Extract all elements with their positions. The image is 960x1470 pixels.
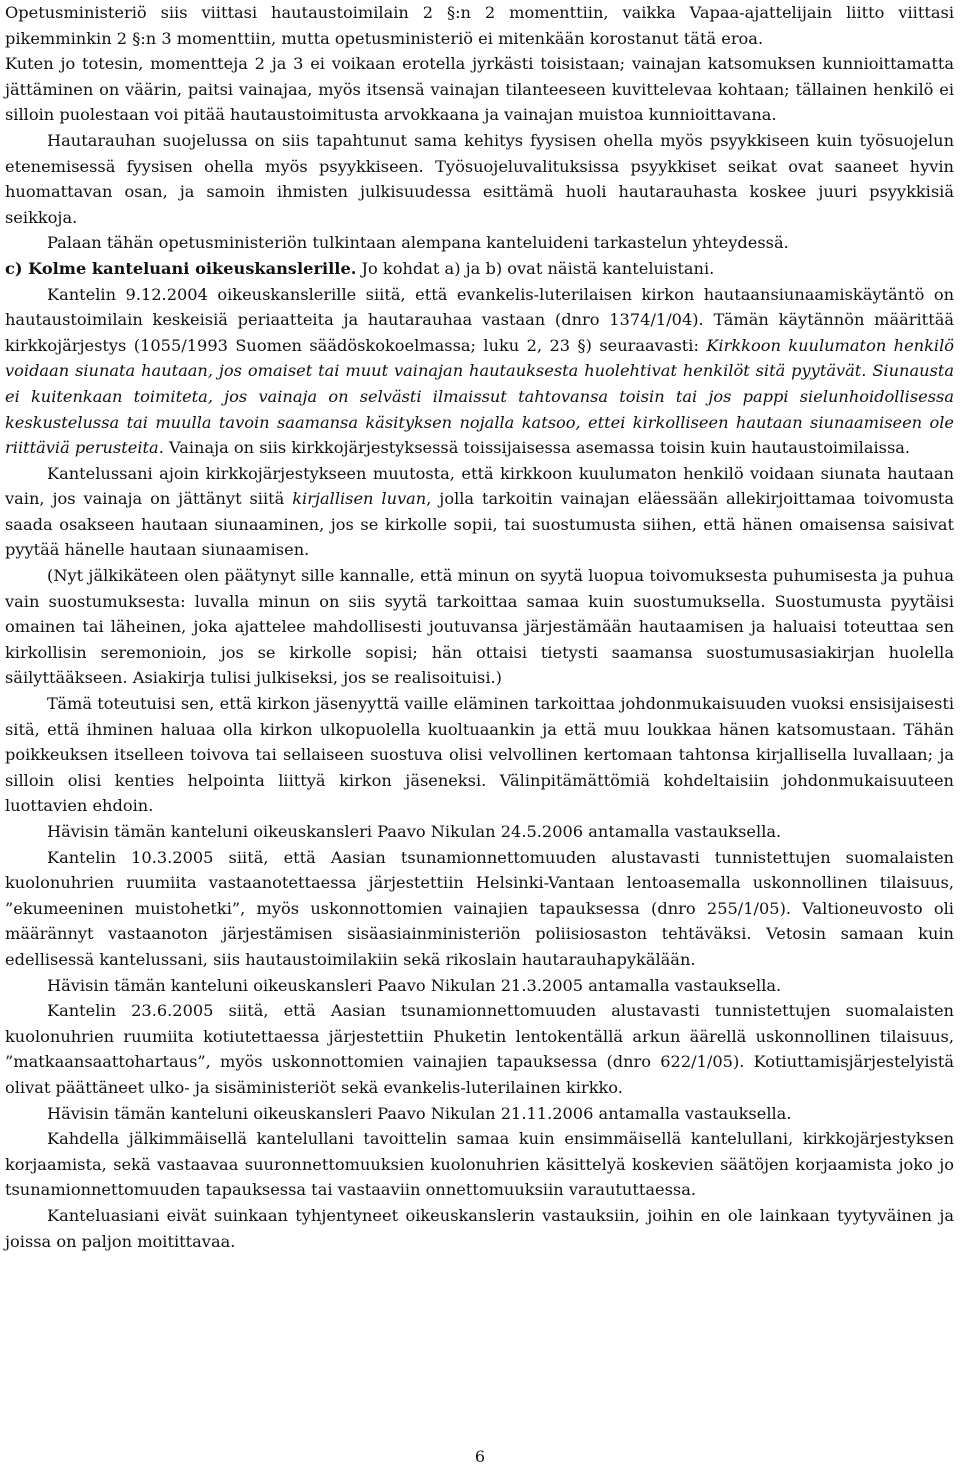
paragraph-6-text-a: Kantelin 9.12.2004 oikeuskanslerille siitä, että evankelis-luterilaisen kirkon hautaansiunaamiskäytäntö on hautaustoimilain keskeisiä periaatteita ja hautarauhaa vastaan (dnro 1374/1/04). Tämän käytännön määrittää kirkkojärjestys (1055/1993 Suomen säädöskokoelmassa; luku 2, 23 §) seuraavasti: [5, 284, 954, 355]
page-number: 6 [474, 1447, 486, 1466]
paragraph-3: Hautarauhan suojelussa on siis tapahtunut sama kehitys fyysisen ohella myös psyykkiseen kuin työsuojelun etenemisessä fyysisen ohella myös psyykkiseen. Työsuojeluvalituksissa psyykkiset seikat ovat saaneet hyvin huomattavan osan, ja samoin ihmisten julkisuudessa esittämä huoli hautarauhasta koskee juuri psyykkisiä seikkoja. [5, 130, 954, 227]
paragraph-8: (Nyt jälkikäteen olen päätynyt sille kannalle, että minun on syytä luopua toivomuksesta puhumisesta ja puhua vain suostumuksesta: luvalla minun on siis syytä tarkoittaa samaa kuin suostumuksella. Suostumusta pyytäisi omainen tai läheinen, joka ajattelee mahdollisesti joutuvansa järjestämään hautaamisen ja haluaisi toteuttaa sen kirkollisin seremonioin, jos se kirkolle sopisi; hän ottaisi tietysti saamansa suostumusasiakirjan huolella säilyttääkseen. Asiakirja tulisi julkiseksi, jos se realisoituisi.) [5, 566, 954, 688]
paragraph-2: Kuten jo totesin, momentteja 2 ja 3 ei voikaan erotella jyrkästi toisistaan; vainajan katsomuksen kunnioittamatta jättäminen on väärin, paitsi vainajaa, myös itsensä vainajan tilanteeseen kuvittelevaa kohtaan; tällainen henkilö ei silloin puolestaan voi pitää hautaustoimitusta arvokkaana ja vainajan muistoa kunnioittavana. [5, 54, 954, 125]
section-heading-paragraph [5, 256, 954, 282]
kirkkojarjestys-quote: Kirkkoon kuulumaton henkilö voidaan siunata hautaan, jos omaiset tai muut vainajan hautauksesta huolehtivat henkilöt sitä pyytävät. Siunausta ei kuitenkaan toimiteta, jos vainaja on selvästi ilmaissut tahtovansa toisin tai jos pappi sielunhoidollisessa keskustelussa tai muulla tavoin saamansa käsityksen nojalla katsoo, ettei kirkolliseen hautaan siunaamiseen ole riittäviä perusteita. [5, 335, 954, 458]
paragraph-1: Opetusministeriö siis viittasi hautaustoimilain 2 §:n 2 momenttiin, vaikka Vapaa-ajattelijain liitto viittasi pikemminkin 2 §:n 3 momenttiin, mutta opetusministeriö ei mitenkään korostanut tätä eroa. [5, 3, 954, 48]
paragraph-6-text-b: Vainaja on siis kirkkojärjestyksessä toissijaisessa asemassa toisin kuin hautaustoimilaissa. [163, 438, 911, 458]
paragraph-7-text-b: , jolla tarkoitin vainajan eläessään allekirjoittamaa toivomusta saada osakseen hautaan siunaaminen, jos se kirkolle sopii, tai suostumusta siihen, että hänen omaisensa saisivat pyytää hänelle hautaan siunaamisen. [5, 489, 954, 560]
paragraph-7-text-a: Kantelussani ajoin kirkkojärjestykseen muutosta, että kirkkoon kuulumaton henkilö voidaan siunata hautaan vain, jos vainaja on jättänyt siitä [5, 463, 954, 509]
paragraph-16: Kanteluasiani eivät suinkaan tyhjentyneet oikeuskanslerin vastauksiin, joihin en ole lainkaan tyytyväinen ja joissa on paljon moitittavaa. [5, 1205, 954, 1251]
paragraph-7 [5, 461, 954, 563]
paragraph-12: Hävisin tämän kanteluni oikeuskansleri Paavo Nikulan 21.3.2005 antamalla vastauksella. [47, 975, 782, 995]
paragraph-14: Hävisin tämän kanteluni oikeuskansleri Paavo Nikulan 21.11.2006 antamalla vastauksella. [47, 1103, 792, 1123]
paragraph-13: Kantelin 23.6.2005 siitä, että Aasian tsunamionnettomuuden alustavasti tunnistettujen suomalaisten kuolonuhrien ruumiita kotiutettaessa järjestettiin Phuketin lentokentällä arkun äärellä uskonnollinen tilaisuus, ”matkaansaattohartaus”, myös uskonnottomien vainajien tapauksessa (dnro 622/1/05). Kotiuttamisjärjestelyistä olivat päättäneet ulko- ja sisäministeriöt sekä evankelis-luterilainen kirkko. [5, 1001, 954, 1097]
section-heading-rest: Jo kohdat a) ja b) ovat näistä kanteluistani. [356, 258, 715, 278]
paragraph-15: Kahdella jälkimmäisellä kantelullani tavoittelin samaa kuin ensimmäisellä kantelullani, kirkkojärjestyksen korjaamista, sekä vastaavaa suuronnettomuuksien kuolonuhrien käsittelyä koskevien säätöjen korjaamista joko jo tsunamionnettomuuden tapauksessa tai vastaaviin onnettomuuksiin varaututtaessa. [5, 1129, 954, 1200]
paragraph-9: Tämä toteutuisi sen, että kirkon jäsenyyttä vaille eläminen tarkoittaa johdonmukaisuuden vuoksi ensisijaisesti sitä, että ihminen haluaa olla kirkon ulkopuolella kuoltuaankin ja että muu loukkaa hänen katsomustaan. Tähän poikkeuksen itselleen toivova tai sellaiseen suostuva olisi velvollinen kertomaan tahtonsa kirjallisella luvallaan; ja silloin olisi kenties helpointa liittyä kirkon jäseneksi. Välinpitämättömiä kohdeltaisiin johdonmukaisuuteen luottavien ehdoin. [5, 694, 954, 816]
paragraph-11: Kantelin 10.3.2005 siitä, että Aasian tsunamionnettomuuden alustavasti tunnistettujen suomalaisten kuolonuhrien ruumiita vastaanotettaessa järjestettiin Helsinki-Vantaan lentoasemalla uskonnollinen tilaisuus, ”ekumeeninen muistohetki”, myös uskonnottomien vainajien tapauksessa (dnro 255/1/05). Valtioneuvosto oli määrännyt vastaanoton järjestämisen sisäasiainministeriön poliisiosaston tehtäväksi. Vetosin samaan kuin edellisessä kantelussani, siis hautaustoimilakiin sekä rikoslain hautarauhapykälään. [5, 847, 954, 969]
paragraph-10: Hävisin tämän kanteluni oikeuskansleri Paavo Nikulan 24.5.2006 antamalla vastauksella. [47, 822, 782, 841]
section-heading: c) Kolme kanteluani oikeuskanslerille. [5, 258, 357, 278]
paragraph-4: Palaan tähän opetusministeriön tulkintaan alempana kanteluideni tarkastelun yhteydessä. [47, 233, 789, 253]
emphasis-kirjallisen-luvan: kirjallisen luvan [292, 489, 427, 509]
paragraph-6 [5, 282, 954, 461]
